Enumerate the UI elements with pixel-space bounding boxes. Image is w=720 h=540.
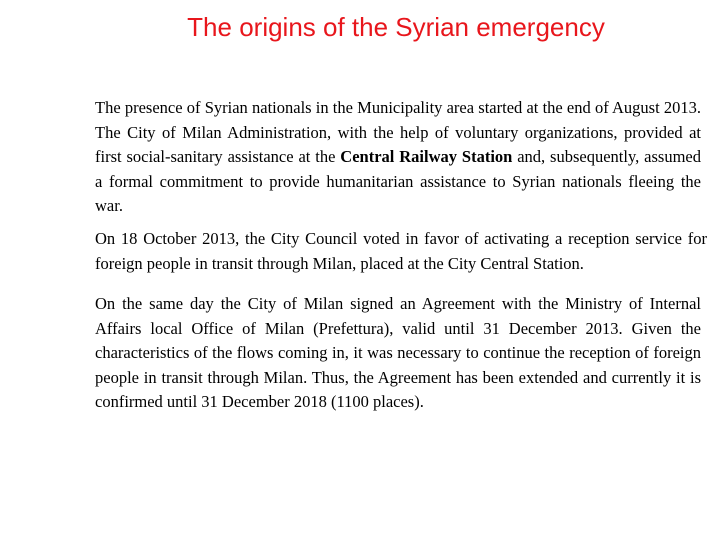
paragraph-agreement: On the same day the City of Milan signed an Agreement with the Ministry of Internal Affairs local Office of Milan (Prefettura), valid until 31 December 2013. Given the characteristics of the flows coming in, it was necessary to continue the reception of foreign people in transit through Milan. Thus, the Agreement has been extended and currently it is confirmed until 31 December 2018 (1100 places). — [95, 294, 701, 411]
paragraph-origins-text-b: and, subsequently, assumed a formal commitment to provide humanitarian assistance to Syrian nationals fleeing the war. — [95, 147, 701, 215]
slide-title: The origins of the Syrian emergency — [187, 12, 605, 42]
paragraph-origins — [95, 96, 701, 219]
central-railway-station-emphasis: Central Railway Station — [340, 147, 513, 166]
paragraph-origins-text-a: The presence of Syrian nationals in the Municipality area started at the end of August 2013. The City of Milan Administration, with the help of voluntary organizations, provided at first social-sanitary assistance at the — [95, 98, 701, 166]
paragraph-council-vote: On 18 October 2013, the City Council voted in favor of activating a reception service for foreign people in transit through Milan, placed at the City Central Station. — [95, 229, 707, 273]
